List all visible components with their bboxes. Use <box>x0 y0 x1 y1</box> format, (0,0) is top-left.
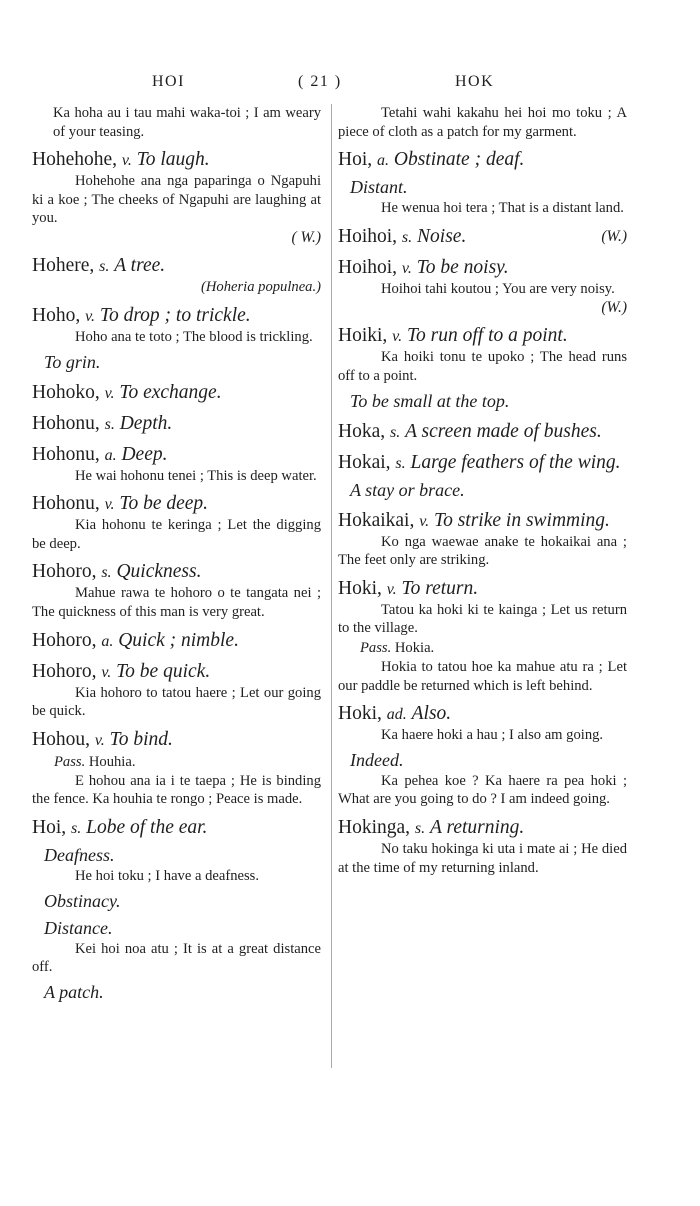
example-text: Hoihoi tahi koutou ; You are very noisy. <box>381 280 615 297</box>
passive-form <box>338 638 627 658</box>
headword-line <box>338 702 627 726</box>
entry-hokinga <box>338 816 627 877</box>
part-of-speech: s. <box>390 423 401 441</box>
entry-hohoro-s <box>32 560 321 621</box>
example-text: He wai hohonu tenei ; This is deep water. <box>75 467 317 484</box>
headword: Hoiki, <box>338 325 388 347</box>
sense: A patch. <box>44 981 104 1002</box>
part-of-speech: a. <box>377 152 389 170</box>
part-of-speech: s. <box>101 564 112 582</box>
part-of-speech: v. <box>121 152 132 170</box>
passive-label: Pass. <box>360 639 392 656</box>
part-of-speech: ad. <box>386 706 407 724</box>
sense: A stay or brace. <box>350 479 465 500</box>
example-text: He hoi toku ; I have a deafness. <box>75 867 259 884</box>
definition: To run off to a point. <box>406 325 568 347</box>
entry-hohoro-v <box>32 660 321 721</box>
headword-line <box>338 577 627 601</box>
source-tag: ( W.) <box>291 228 321 246</box>
entry-hohou <box>32 728 321 809</box>
definition: Deep. <box>121 443 168 465</box>
definition: To be deep. <box>119 493 209 515</box>
example-text: Hokia to tatou hoe ka mahue atu ra ; Let our paddle be returned which is left behind. <box>338 658 627 694</box>
example-text: Hohehohe ana nga paparinga o Ngapuhi ki a koe ; The cheeks of Ngapuhi are laughing at you. <box>32 173 321 227</box>
entry-hohonu-v <box>32 492 321 553</box>
headword-line <box>32 816 321 840</box>
headword-line <box>338 451 627 475</box>
example-text: He wenua hoi tera ; That is a distant land. <box>381 200 624 217</box>
headword-line <box>338 256 627 280</box>
definition: Depth. <box>119 412 173 434</box>
entry-hohehohe <box>32 148 321 247</box>
example-text: Ka pehea koe ? Ka haere ra pea hoki ; What are you going to do ? I am indeed going. <box>338 772 627 808</box>
definition: To drop ; to trickle. <box>99 304 251 326</box>
entry-hoi-s <box>32 816 321 1004</box>
part-of-speech: v. <box>419 512 430 530</box>
headword: Hoihoi, <box>338 256 398 278</box>
definition: Large feathers of the wing. <box>410 451 621 473</box>
headword: Hohoro, <box>32 561 97 583</box>
sense: Obstinacy. <box>44 890 121 911</box>
example-text: Ka hoha au i tau mahi waka-toi ; I am weary of your teasing. <box>53 105 321 140</box>
definition: A tree. <box>114 254 166 276</box>
definition: Obstinate ; deaf. <box>393 149 525 171</box>
entry-hoki-ad <box>338 702 627 809</box>
running-head-right: HOK <box>455 73 495 90</box>
headword: Hohoko, <box>32 381 100 403</box>
passive-form <box>32 752 321 772</box>
headword: Hohoro, <box>32 629 97 651</box>
headword: Hoihoi, <box>338 225 398 247</box>
example-text: Kia hohonu te keringa ; Let the digging be deep. <box>32 517 321 552</box>
headword-line <box>32 443 321 467</box>
entry-continuation <box>32 104 321 141</box>
definition: Quickness. <box>116 561 202 583</box>
sense: To be small at the top. <box>350 390 510 411</box>
headword-line <box>338 509 627 533</box>
entry-hoihoi-v <box>338 256 627 318</box>
part-of-speech: v. <box>101 663 112 681</box>
definition: To laugh. <box>136 149 210 171</box>
example-text: Tatou ka hoki ki te kainga ; Let us return to the village. <box>338 601 627 637</box>
entry-hohoro-a <box>32 629 321 653</box>
part-of-speech: v. <box>392 328 403 346</box>
running-head-left: HOI <box>152 73 185 90</box>
example-text: Ko nga waewae anake te hokaikai ana ; The feet only are striking. <box>338 533 627 569</box>
example-text: Kia hohoro to tatou haere ; Let our going be quick. <box>32 684 321 720</box>
entry-hoho <box>32 304 321 374</box>
headword: Hohou, <box>32 728 90 750</box>
sense: Distant. <box>350 177 408 198</box>
headword: Hokinga, <box>338 816 411 838</box>
definition: Lobe of the ear. <box>86 816 208 838</box>
headword: Hoka, <box>338 420 386 442</box>
source-tag: (W.) <box>601 227 627 245</box>
column-divider <box>331 104 332 1068</box>
definition: To strike in swimming. <box>434 509 610 531</box>
part-of-speech: v. <box>104 496 115 514</box>
headword-line <box>32 660 321 684</box>
part-of-speech: s. <box>395 454 406 472</box>
entry-hohoko <box>32 381 321 405</box>
headword-line <box>32 254 321 278</box>
definition: To return. <box>401 577 479 599</box>
headword: Hohonu, <box>32 493 100 515</box>
example-text: No taku hokinga ki uta i mate ai ; He died at the time of my returning inland. <box>338 840 627 876</box>
headword-line <box>32 381 321 405</box>
definition: Quick ; nimble. <box>118 629 239 651</box>
passive-word: Houhia. <box>88 753 136 770</box>
definition: A screen made of bushes. <box>405 420 602 442</box>
headword: Hohonu, <box>32 443 100 465</box>
source-tag: (W.) <box>601 299 627 317</box>
headword-line <box>32 148 321 172</box>
headword: Hoho, <box>32 304 81 326</box>
example-text: Ka haere hoki a hau ; I also am going. <box>381 727 604 744</box>
definition: To be quick. <box>116 660 211 682</box>
headword-line <box>338 324 627 348</box>
headword: Hoki, <box>338 703 382 725</box>
headword-line <box>32 492 321 516</box>
entry-hohonu-s <box>32 412 321 436</box>
headword: Hoi, <box>32 816 67 838</box>
sense: Distance. <box>44 917 113 938</box>
definition: Also. <box>411 703 452 725</box>
headword-line <box>32 629 321 653</box>
sense: To grin. <box>44 351 101 372</box>
part-of-speech: v. <box>104 384 115 402</box>
entry-hokai <box>338 451 627 502</box>
part-of-speech: v. <box>85 307 96 325</box>
definition: To bind. <box>109 728 173 750</box>
example-text: Mahue rawa te hohoro o te tangata nei ; The quickness of this man is very great. <box>32 585 321 620</box>
part-of-speech: s. <box>71 819 82 837</box>
part-of-speech: v. <box>386 580 397 598</box>
left-column <box>32 104 321 1004</box>
entry-hohonu-a <box>32 443 321 486</box>
example-text: E hohou ana ia i te taepa ; He is binding the fence. Ka houhia te rongo ; Peace is made. <box>32 772 321 808</box>
definition: To be noisy. <box>416 256 509 278</box>
headword-line <box>338 420 627 444</box>
example-text: Tetahi wahi kakahu hei hoi mo toku ; A piece of cloth as a patch for my garment. <box>338 105 627 140</box>
example-text: Kei hoi noa atu ; It is at a great distance off. <box>32 940 321 976</box>
headword-line <box>338 225 627 249</box>
headword: Hoki, <box>338 577 382 599</box>
part-of-speech: a. <box>104 446 117 464</box>
page-number: ( 21 ) <box>298 73 342 90</box>
part-of-speech: v. <box>94 731 105 749</box>
entry-hohere <box>32 254 321 297</box>
headword: Hoi, <box>338 149 373 171</box>
sense: Indeed. <box>350 749 404 770</box>
headword-line <box>32 412 321 436</box>
example-text: Hoho ana te toto ; The blood is trickling. <box>75 328 313 345</box>
part-of-speech: s. <box>401 228 413 246</box>
entry-hokaikai <box>338 509 627 570</box>
headword-line <box>32 728 321 752</box>
entry-hoihoi-s <box>338 225 627 249</box>
headword: Hohere, <box>32 254 95 276</box>
part-of-speech: s. <box>104 415 115 433</box>
entry-hoiki <box>338 324 627 412</box>
headword-line <box>32 560 321 584</box>
definition: Noise. <box>417 225 467 247</box>
passive-label: Pass. <box>54 753 86 770</box>
sense: Deafness. <box>44 844 115 865</box>
part-of-speech: s. <box>414 819 426 837</box>
headword-line <box>32 304 321 328</box>
headword-line <box>338 148 627 172</box>
passive-word: Hokia. <box>394 639 435 656</box>
entry-hoki-v <box>338 577 627 695</box>
part-of-speech: s. <box>99 257 110 275</box>
headword: Hohoro, <box>32 660 97 682</box>
entry-hoka <box>338 420 627 444</box>
right-column <box>338 104 627 877</box>
example-text: Ka hoiki tonu te upoko ; The head runs off to a point. <box>338 349 627 384</box>
part-of-speech: a. <box>101 632 114 650</box>
headword-line <box>338 816 627 840</box>
botanical-name: (Hoheria populnea.) <box>201 278 321 295</box>
definition: To exchange. <box>119 381 222 403</box>
headword: Hokaikai, <box>338 509 415 531</box>
headword: Hokai, <box>338 451 391 473</box>
headword: Hohonu, <box>32 412 100 434</box>
part-of-speech: v. <box>401 259 412 277</box>
definition: A returning. <box>430 816 525 838</box>
entry-continuation <box>338 104 627 141</box>
entry-hoi-a <box>338 148 627 218</box>
headword: Hohehohe, <box>32 149 118 171</box>
